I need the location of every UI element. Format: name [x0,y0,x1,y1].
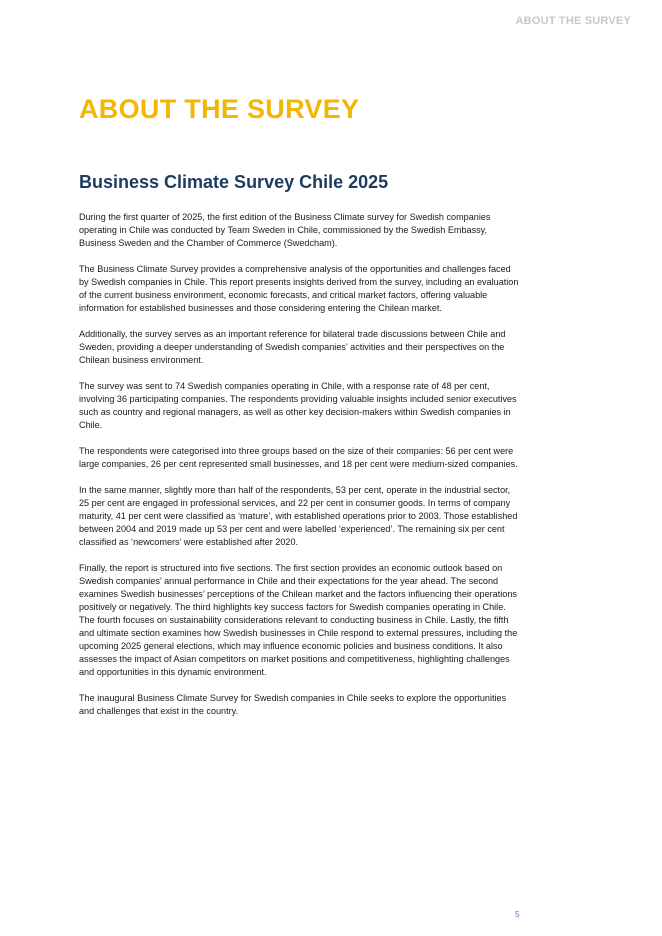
paragraph-sector-maturity: In the same manner, slightly more than half of the respondents, 53 per cent, operate in the industrial sector, 25 per cent are engaged in professional services, and 22 per cent in consumer goods. In terms of company maturity, 41 per cent were classified as ‘mature’, with established operations prior to 2003. Those established between 2004 and 2019 made up 53 per cent and were labelled ‘experienced’. The remaining six per cent classified as ‘newcomers’ were established after 2020. [79,485,518,547]
paragraph-overview: The Business Climate Survey provides a comprehensive analysis of the opportunities and challenges faced by Swedish companies in Chile. This report presents insights derived from the survey, including an evaluation of the current business environment, economic forecasts, and critical market factors, offering valuable information for established businesses and those considering entering the Chilean market. [79,264,519,313]
body-text [79,211,519,731]
page-number: 5 [515,910,520,919]
paragraph-structure: Finally, the report is structured into five sections. The first section provides an economic outlook based on Swedish companies’ annual performance in Chile and their expectations for the year ahead. The second examines Swedish businesses’ perceptions of the Chilean market and the factors influencing their operations positively or negatively. The third highlights key success factors for Swedish companies operating in Chile. The fourth focuses on sustainability considerations relevant to conducting business in Chile. Lastly, the fifth and ultimate section examines how Swedish businesses in Chile respond to external pressures, including the upcoming 2025 general elections, which may influence economic policies and business conditions. It also assesses the impact of Asian competitors on market positions and competitiveness, highlighting challenges and opportunities in this dynamic environment. [79,563,518,677]
paragraph-intro: During the first quarter of 2025, the first edition of the Business Climate survey for Swedish companies operating in Chile was conducted by Team Sweden in Chile, commissioned by the Swedish Embassy, Business Sweden and the Chamber of Commerce (Swedcham). [79,212,491,248]
running-header: ABOUT THE SURVEY [515,15,631,27]
section-heading: Business Climate Survey Chile 2025 [79,172,389,192]
paragraph-response-rate: The survey was sent to 74 Swedish companies operating in Chile, with a response rate of 48 per cent, involving 36 participating companies. The respondents providing valuable insights included senior executives such as country and regional managers, as well as other key decision-makers within Swedish companies in Chile. [79,381,517,430]
paragraph-company-size: The respondents were categorised into three groups based on the size of their companies: 56 per cent were large companies, 26 per cent represented small businesses, and 18 per cent were medium-sized companies. [79,446,518,469]
page-title: ABOUT THE SURVEY [79,94,360,124]
paragraph-conclusion: The inaugural Business Climate Survey for Swedish companies in Chile seeks to explore the opportunities and challenges that exist in the country. [79,693,507,716]
paragraph-bilateral: Additionally, the survey serves as an important reference for bilateral trade discussions between Chile and Sweden, providing a deeper understanding of Swedish companies’ activities and their perspectives on the Chilean business environment. [79,329,506,365]
